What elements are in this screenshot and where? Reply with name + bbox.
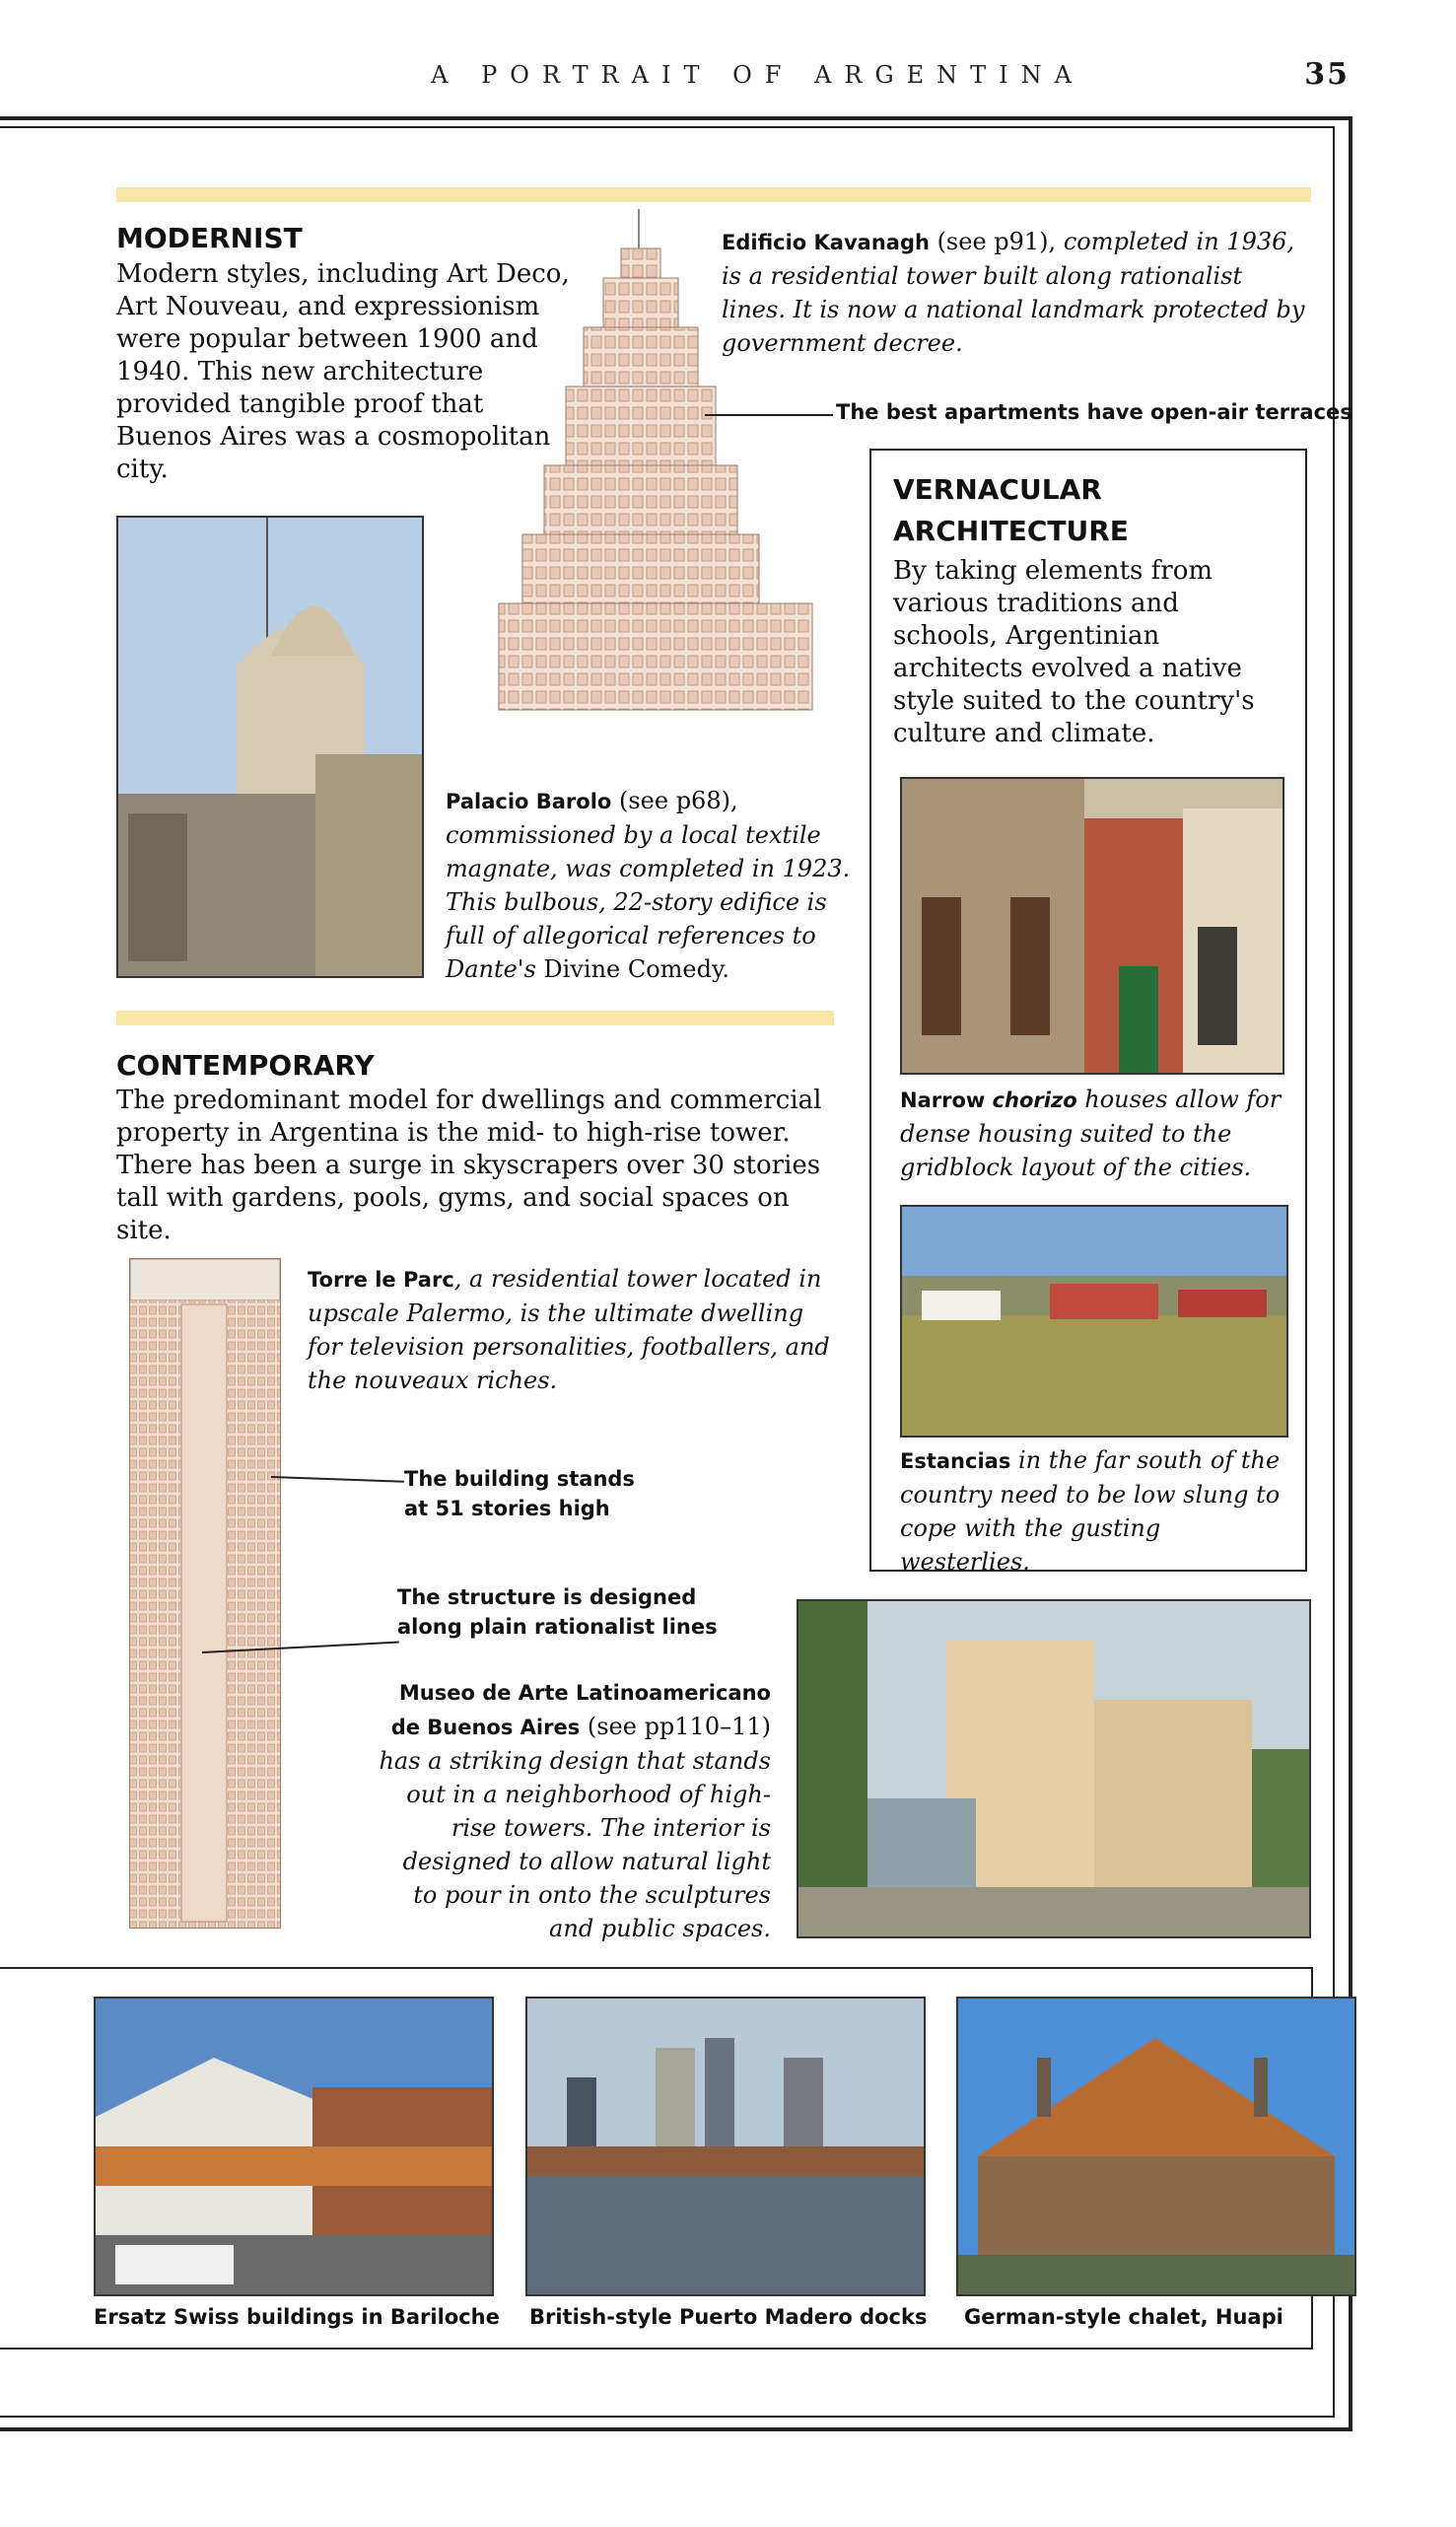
running-title: A PORTRAIT OF ARGENTINA bbox=[431, 61, 1084, 89]
barolo-name: Palacio Barolo bbox=[446, 790, 612, 813]
bariloche-caption: Ersatz Swiss buildings in Bariloche bbox=[94, 2305, 500, 2329]
vernacular-body: By taking elements from various traditions and schools, Argentinian architects evolved a native style suited to the country's culture and climate. bbox=[893, 556, 1255, 748]
chorizo-houses-photo bbox=[900, 777, 1284, 1075]
chorizo-caption-text: houses allow for dense housing suited to the gridblock layout of the cities. bbox=[900, 1086, 1282, 1181]
structure-label-line1: The structure is designed bbox=[397, 1585, 697, 1609]
page-number: 35 bbox=[1304, 57, 1350, 92]
museo-name-line2: de Buenos Aires bbox=[390, 1716, 581, 1739]
museo-name-line1: Museo de Arte Latinoamericano bbox=[398, 1681, 771, 1705]
estancia-caption bbox=[900, 1443, 1294, 1579]
barolo-ref: (see p68), bbox=[611, 787, 738, 814]
torre-caption-text: , a residential tower located in upscale Palermo, is the ultimate dwelling for television personalities, footballers, and the nouveaux riches. bbox=[308, 1265, 830, 1394]
contemporary-body: The predominant model for dwellings and commercial property in Argentina is the mid- to high-rise tower. There has been a surge in skyscrapers over 30 stories tall with gardens, pools, gyms, and social spaces on site. bbox=[116, 1086, 822, 1245]
torre-name: Torre le Parc bbox=[308, 1268, 454, 1292]
huapi-caption: German-style chalet, Huapi bbox=[964, 2305, 1283, 2329]
torre-le-parc-drawing bbox=[128, 1257, 282, 1930]
kavanagh-leader-line bbox=[705, 414, 833, 416]
modernist-body: Modern styles, including Art Deco, Art Nouveau, and expressionism were popular between 1900 and 1940. This new architecture provided tangible proof that Buenos Aires was a cosmopolitan city. bbox=[116, 259, 570, 484]
chorizo-caption bbox=[900, 1083, 1294, 1184]
torre-caption bbox=[308, 1262, 830, 1397]
museo-caption-text: has a striking design that stands out in a neighborhood of high-rise towers. The interior is designed to allow natural light to pour in onto the sculptures and public spaces. bbox=[379, 1747, 771, 1942]
structure-label bbox=[397, 1582, 718, 1642]
kavanagh-caption-text: completed in 1936, is a residential tower built along rationalist lines. It is now a national landmark protected by government decree. bbox=[722, 228, 1305, 357]
barolo-divine-comedy: Divine Comedy. bbox=[535, 955, 729, 983]
bariloche-photo bbox=[94, 1997, 494, 2296]
stories-label-line1: The building stands bbox=[404, 1467, 635, 1491]
estancia-photo bbox=[900, 1205, 1288, 1438]
huapi-chalet-photo bbox=[956, 1997, 1356, 2296]
kavanagh-caption bbox=[722, 225, 1313, 360]
stories-label bbox=[404, 1464, 635, 1523]
museo-ref: (see pp110–11) bbox=[580, 1713, 771, 1740]
palacio-barolo-photo bbox=[116, 516, 424, 978]
stories-label-line2: at 51 stories high bbox=[404, 1497, 610, 1520]
structure-label-line2: along plain rationalist lines bbox=[397, 1615, 718, 1639]
barolo-caption-text: commissioned by a local textile magnate, was completed in 1923. This bulbous, 22-story edifice is full of allegorical references to bbox=[446, 821, 851, 949]
modernist-accent-bar bbox=[116, 187, 1311, 202]
kavanagh-ref: (see p91), bbox=[929, 228, 1064, 255]
chorizo-word: chorizo bbox=[992, 1088, 1077, 1112]
contemporary-accent-bar bbox=[116, 1011, 834, 1025]
kavanagh-label: The best apartments have open-air terraces bbox=[836, 400, 1352, 424]
contemporary-heading: CONTEMPORARY bbox=[116, 1049, 375, 1082]
malba-museum-photo bbox=[797, 1599, 1311, 1938]
barolo-caption bbox=[446, 784, 860, 986]
puerto-madero-caption: British-style Puerto Madero docks bbox=[529, 2305, 928, 2329]
puerto-madero-photo bbox=[525, 1997, 926, 2296]
vernacular-heading bbox=[893, 469, 1129, 552]
kavanagh-name: Edificio Kavanagh bbox=[722, 231, 930, 254]
museo-caption bbox=[375, 1676, 771, 1945]
modernist-heading: MODERNIST bbox=[116, 222, 303, 254]
vernacular-heading-line2: ARCHITECTURE bbox=[893, 515, 1129, 547]
vernacular-heading-line1: VERNACULAR bbox=[893, 473, 1102, 506]
barolo-dante: Dante's bbox=[446, 955, 536, 983]
estancias-caption-text: in the far south of the country need to be low slung to cope with the gusting westerlies. bbox=[900, 1446, 1281, 1576]
estancias-name: Estancias bbox=[900, 1449, 1011, 1473]
chorizo-lead: Narrow bbox=[900, 1088, 993, 1112]
